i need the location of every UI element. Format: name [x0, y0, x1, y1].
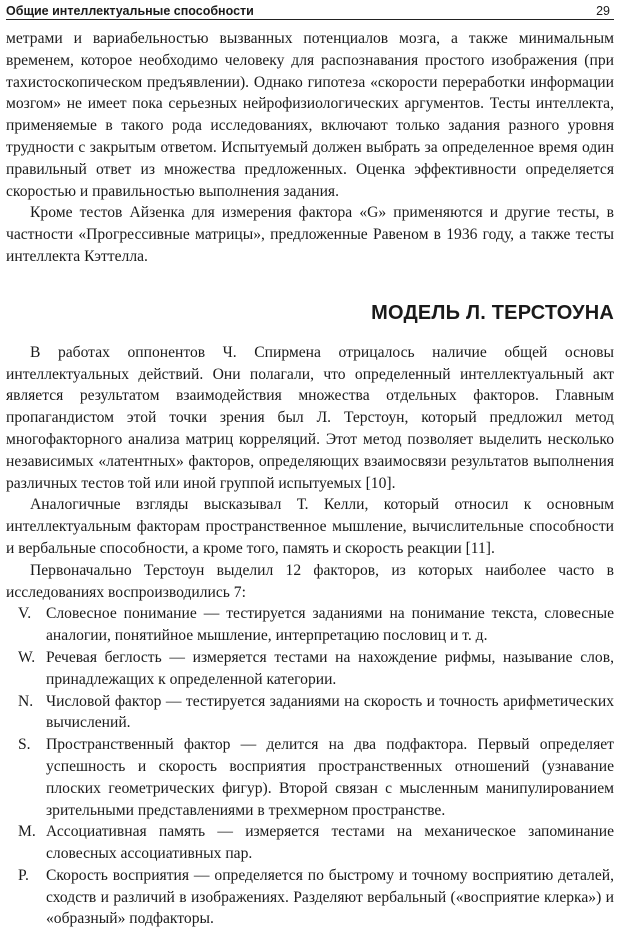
paragraph-eysenck-tests: Кроме тестов Айзенка для измерения фактора «G» применяются и другие тесты, в частности «Прогрессивные матрицы», предложенные Равеном в 1936 году, а также тесты интеллекта Кэттелла.	[6, 204, 614, 265]
factor-text: Числовой фактор — тестируется заданиями на скорость и точность арифметических вычислений.	[46, 692, 614, 732]
factor-letter: S.	[18, 736, 31, 754]
list-item	[6, 691, 614, 735]
paragraph-thurstone-factors-intro: Первоначально Терстоун выделил 12 факторов, из которых наиболее часто в исследованиях воспроизводились 7:	[6, 561, 614, 601]
page-body	[6, 28, 614, 930]
spacer	[6, 268, 614, 298]
factor-letter: V.	[18, 605, 32, 623]
page-number: 29	[596, 4, 610, 18]
paragraph-kelley: Аналогичные взгляды высказывал Т. Келли, который относил к основным интеллектуальным факторам пространственное мышление, вычислительные способности и вербальные способности, а кроме того, память и скорость реакции [11].	[6, 496, 614, 557]
factor-text: Речевая беглость — измеряется тестами на нахождение рифмы, называние слов, принадлежащих к определенной категории.	[46, 648, 614, 688]
running-head	[6, 0, 614, 20]
factor-text: Словесное понимание — тестируется заданиями на понимание текста, словесные аналогии, понятийное мышление, интерпретацию пословиц и т. д.	[46, 605, 614, 645]
list-item	[6, 603, 614, 647]
spacer	[6, 328, 614, 342]
running-head-title: Общие интеллектуальные способности	[6, 4, 254, 18]
paragraph-spearman-opponents: В работах оппонентов Ч. Спирмена отрицалось наличие общей основы интеллектуальных действий. Они полагали, что определенный интеллектуальный акт является результатом взаимодействия множества отдельных факторов. Главным пропагандистом этой точки зрения был Л. Терстоун, который предложил метод многофакторного анализа матриц корреляций. Этот метод позволяет выделить несколько независимых «латентных» факторов, определяющих взаимосвязи результатов выполнения различных тестов той или иной группой испытуемых [10].	[6, 343, 614, 492]
factor-letter: N.	[18, 692, 34, 710]
factor-letter: P.	[18, 866, 29, 884]
paragraph-continuation: метрами и вариабельностью вызванных потенциалов мозга, а также минимальным временем, которое необходимо человеку для распознавания простого изображения (при тахистоскопическом предъявлении). Однако гипотеза «скорости переработки информации мозгом» не имеет пока серьезных нейрофизиологических аргументов. Тесты интеллекта, применяемые в такого рода исследованиях, включают только задания разного уровня трудности с закрытым ответом. Испытуемый должен выбрать за определенное время один правильный ответ из множества предложенных. Оценка эффективности определяется скоростью и правильностью выполнения задания.	[6, 30, 614, 200]
factor-text: Скорость восприятия — определяется по быстрому и точному восприятию деталей, сходств и различий в изображениях. Разделяют вербальный («восприятие клерка») и «образный» подфакторы.	[46, 866, 614, 928]
factor-letter: M.	[18, 823, 36, 841]
list-item	[6, 734, 614, 821]
list-item	[6, 647, 614, 691]
factor-letter: W.	[18, 648, 36, 666]
list-item	[6, 821, 614, 865]
list-item	[6, 865, 614, 930]
factor-list	[6, 603, 614, 930]
factor-text: Пространственный фактор — делится на два подфактора. Первый определяет успешность и скорость восприятия пространственных отношений (узнавание плоских геометрических фигур). Второй связан с мысленным манипулированием зрительными представлениями в трехмерном пространстве.	[46, 736, 614, 819]
factor-text: Ассоциативная память — измеряется тестами на механическое запоминание словесных ассоциативных пар.	[46, 823, 614, 863]
section-heading: МОДЕЛЬ Л. ТЕРСТОУНА	[371, 301, 614, 324]
